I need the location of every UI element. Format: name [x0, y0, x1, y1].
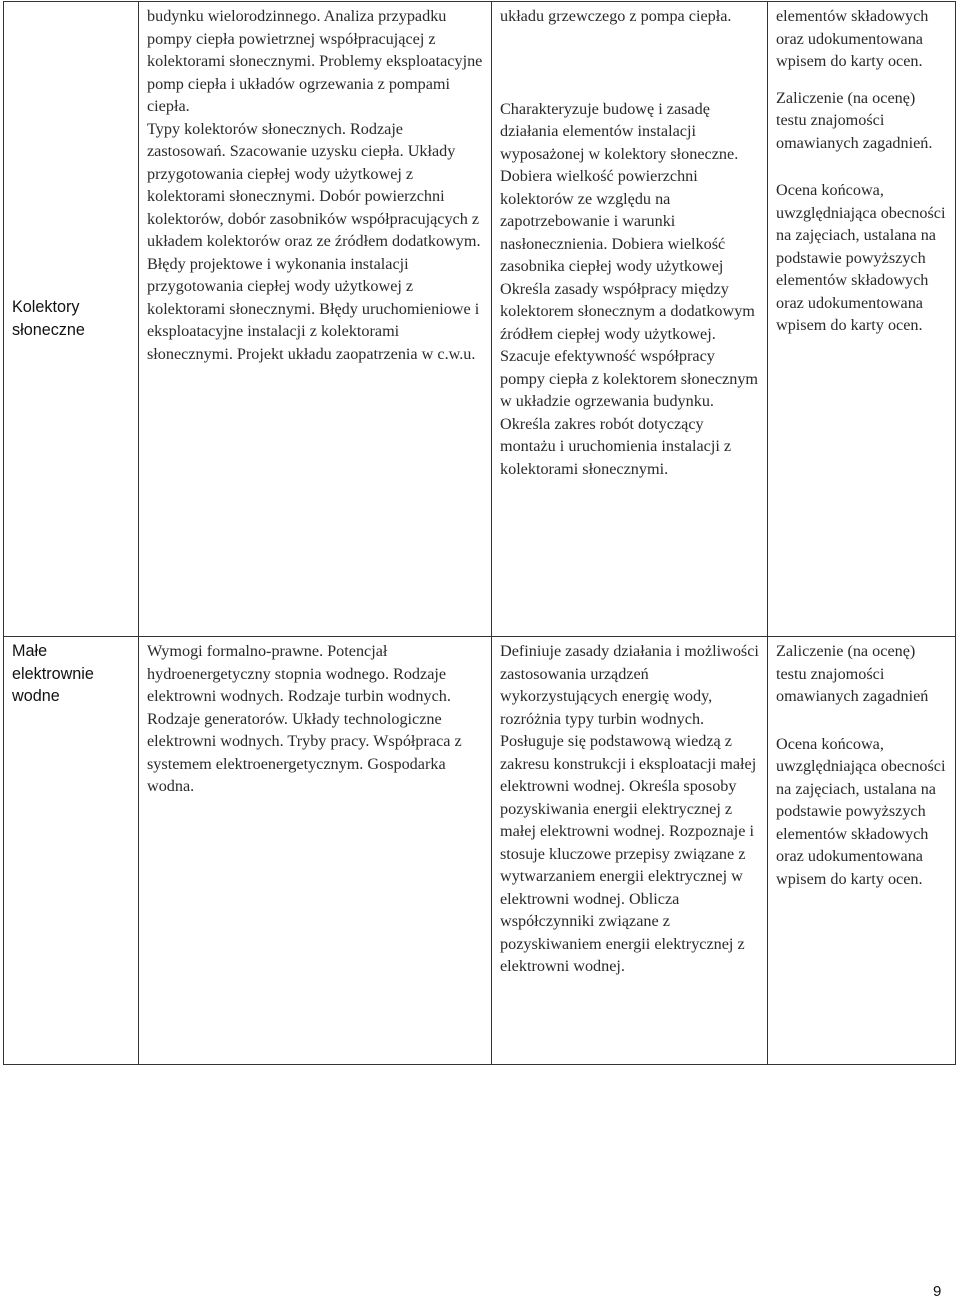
assessment-cell — [768, 637, 956, 1065]
syllabus-table — [3, 1, 956, 1065]
assessment-paragraph: Zaliczenie (na ocenę) testu znajomości omawianych zagadnień. — [776, 88, 933, 152]
content-paragraph: Typy kolektorów słonecznych. Rodzaje zastosowań. Szacowanie uzysku ciepła. Układy przygotowania ciepłej wody użytkowej z kolektorami słonecznymi. Dobór powierzchni kolektorów, dobór zasobników współpracujących z układem kolektorów oraz ze źródłem dodatkowym. Błędy projektowe i wykonania instalacji przygotowania ciepłej wody użytkowej z kolektorami słonecznymi. Błędy uruchomieniowe i eksploatacyjne instalacji z kolektorami słonecznymi. Projekt układu zaopatrzenia w c.w.u. — [147, 119, 481, 363]
content-paragraph: budynku wielorodzinnego. Analiza przypadku pompy ciepła powietrznej współpracującej z kolektorami słonecznymi. Problemy eksploatacyjne pomp ciepła i układów ogrzewania z pompami ciepła. — [147, 7, 483, 115]
table-row — [4, 2, 956, 637]
assessment-cell — [768, 2, 956, 637]
topic-label: Małe elektrownie wodne — [12, 642, 94, 705]
content-cell — [139, 2, 492, 637]
outcomes-paragraph: Definiuje zasady działania i możliwości zastosowania urządzeń wykorzystujących energię wody, rozróżnia typy turbin wodnych. Posługuje się podstawową wiedzą z zakresu konstrukcji i eksploatacji małej elektrowni wodnej. Określa sposoby pozyskiwania energii elektrycznej z małej elektrowni wodnej. Rozpoznaje i stosuje kluczowe przepisy związane z wytwarzaniem energii elektrycznej w elektrowni wodnej. Oblicza współczynniki związane z pozyskiwaniem energii elektrycznej z elektrowni wodnej. — [500, 642, 759, 975]
assessment-paragraph: Ocena końcowa, uwzględniająca obecności na zajęciach, ustalana na podstawie powyższych elementów składowych oraz udokumentowana wpisem do karty ocen. — [776, 734, 946, 888]
topic-label: Kolektory słoneczne — [12, 298, 85, 339]
outcomes-cell — [492, 637, 768, 1065]
topic-cell — [4, 2, 139, 637]
page-number: 9 — [933, 1283, 942, 1300]
assessment-paragraph: elementów składowych oraz udokumentowana wpisem do karty ocen. — [776, 7, 929, 70]
outcomes-cell — [492, 2, 768, 637]
outcomes-paragraph: układu grzewczego z pompa ciepła. — [500, 7, 732, 25]
assessment-paragraph: Zaliczenie (na ocenę) testu znajomości omawianych zagadnień — [776, 642, 929, 705]
assessment-paragraph: Ocena końcowa, uwzględniająca obecności na zajęciach, ustalana na podstawie powyższych elementów składowych oraz udokumentowana wpisem do karty ocen. — [776, 181, 946, 334]
content-cell — [139, 637, 492, 1065]
content-paragraph: Wymogi formalno-prawne. Potencjał hydroenergetyczny stopnia wodnego. Rodzaje elektrowni wodnych. Rodzaje turbin wodnych. Rodzaje generatorów. Układy technologiczne elektrowni wodnych. Tryby pracy. Współpraca z systemem elektroenergetycznym. Gospodarka wodna. — [147, 642, 462, 795]
topic-cell — [4, 637, 139, 1065]
outcomes-paragraph: Charakteryzuje budowę i zasadę działania elementów instalacji wyposażonej w kolektory słoneczne. Dobiera wielkość powierzchni kolektorów ze względu na zapotrzebowanie i warunki nasłonecznienia. Dobiera wielkość zasobnika ciepłej wody użytkowej Określa zasady współpracy między kolektorem słonecznym a dodatkowym źródłem ciepłej wody użytkowej. Szacuje efektywność współpracy pompy ciepła z kolektorem słonecznym w układzie ogrzewania budynku. Określa zakres robót dotyczący montażu i uruchomienia instalacji z kolektorami słonecznymi. — [500, 99, 759, 478]
table-row — [4, 637, 956, 1065]
